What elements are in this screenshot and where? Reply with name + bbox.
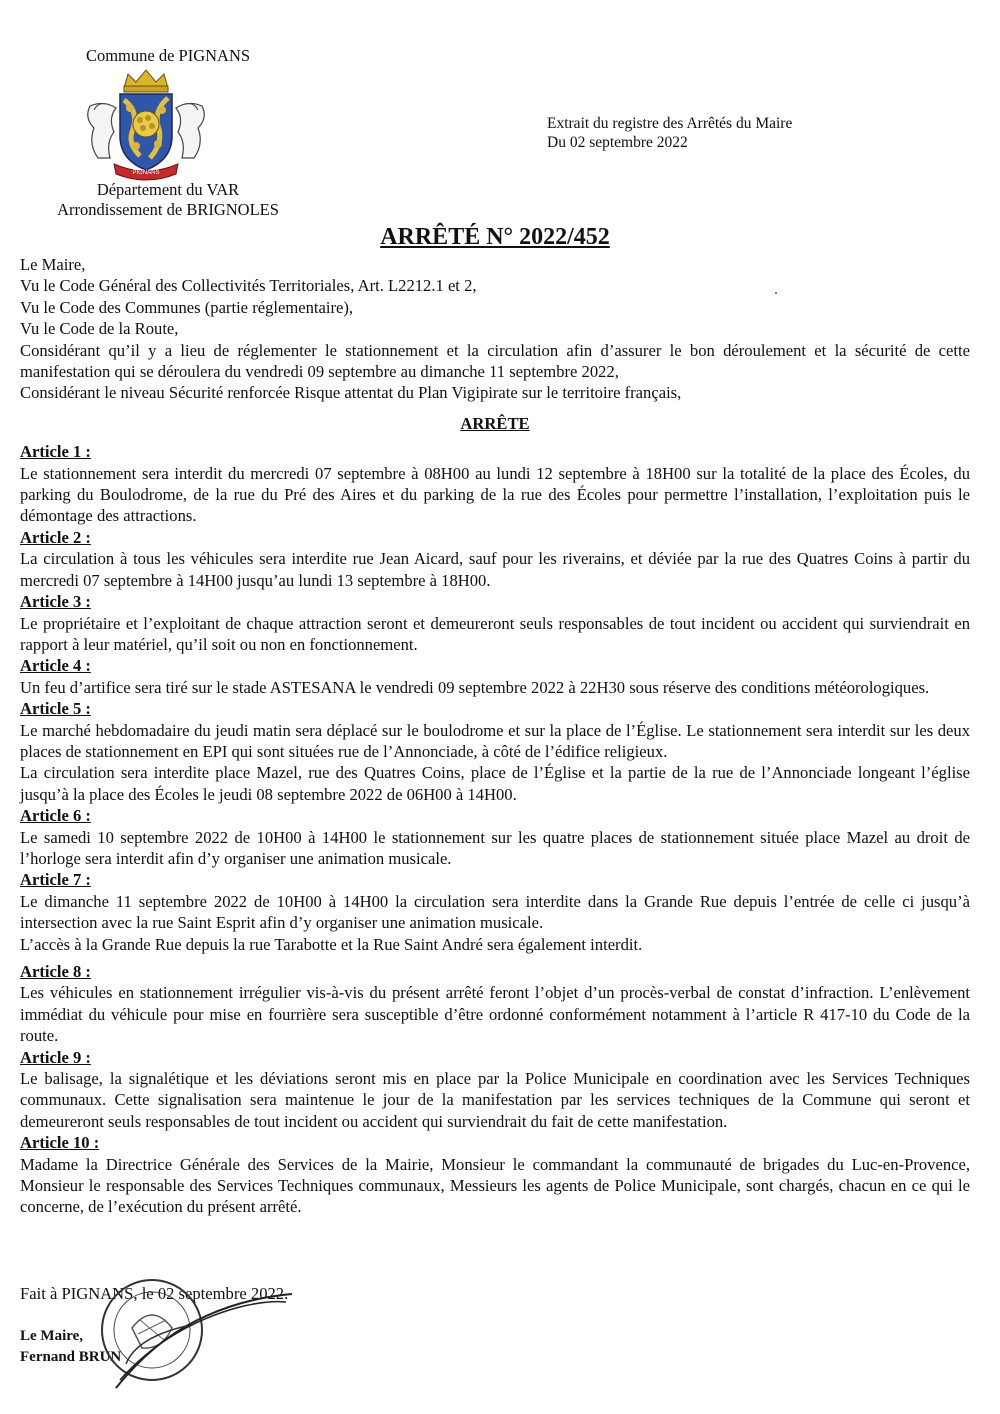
commune-name: Commune de PIGNANS [85, 46, 251, 65]
article-heading: Article 10 : [20, 1133, 100, 1153]
closing-line: Fait à PIGNANS, le 02 septembre 2022. [20, 1284, 289, 1303]
extract-line-2: Du 02 septembre 2022 [547, 134, 688, 151]
article-5 [20, 698, 970, 805]
arrondissement-name: Arrondissement de BRIGNOLES [57, 200, 279, 219]
official-stamp-and-signature [96, 1268, 296, 1414]
article-9 [20, 1047, 970, 1133]
article-heading: Article 2 : [20, 527, 91, 547]
department-name: Département du VAR [96, 180, 240, 199]
article-text: L’accès à la Grande Rue depuis la rue Tarabotte et la Rue Saint André sera également interdit. [20, 934, 643, 954]
article-7 [20, 869, 970, 955]
article-6 [20, 805, 970, 869]
signature-name: Fernand BRUN [20, 1349, 122, 1365]
article-text: Le samedi 10 septembre 2022 de 10H00 à 14H00 le stationnement sur les quatre places de stationnement située place Mazel au droit de l’horloge sera interdit afin d’y organiser une animation musicale. [20, 827, 970, 868]
article-text: Le balisage, la signalétique et les déviations seront mis en place par la Police Municipale en coordination avec les Services Techniques communaux. Cette signalisation sera maintenue le jour de la manifestation par les services techniques de la Commune qui seront et demeureront seuls responsables de tout incident ou accident qui surviendrait du fait de cette manifestation. [20, 1069, 970, 1131]
article-text: Le dimanche 11 septembre 2022 de 10H00 à 14H00 la circulation sera interdite dans la Grande Rue depuis l’entrée de celle ci jusqu’à intersection avec la rue Saint Esprit afin d’y organiser une animation musicale. [20, 891, 970, 933]
article-text: Le marché hebdomadaire du jeudi matin sera déplacé sur le boulodrome et sur la place de l’Église. Le stationnement sera interdit sur les deux places de stationnement en EPI qui sont situées rue de l’Annonciade, à côté de l’édifice religieux. [20, 720, 970, 761]
preamble-line: Vu le Code de la Route, [20, 319, 179, 339]
extract-line-1: Extrait du registre des Arrêtés du Maire [547, 115, 793, 132]
arrete-heading: ARRÊTE [460, 413, 530, 433]
preamble-line: Le Maire, [20, 255, 86, 274]
article-heading: Article 4 : [20, 656, 91, 676]
article-text: Les véhicules en stationnement irrégulier vis-à-vis du présent arrêté feront l’objet d’un procès-verbal de constat d’infraction. L’enlèvement immédiat du véhicule pour mise en fourrière sera susceptible d’être ordonné conformément notamment à l’article R 417-10 du Code de la route. [20, 983, 970, 1046]
preamble [20, 254, 970, 404]
document-title: ARRÊTÉ N° 2022/452 [380, 224, 610, 250]
article-heading: Article 8 : [20, 962, 91, 981]
article-3 [20, 591, 970, 655]
preamble-line: Considérant le niveau Sécurité renforcée Risque attentat du Plan Vigipirate sur le territoire français, [20, 383, 682, 403]
coat-label: PIGNANS [132, 170, 160, 176]
article-text: Madame la Directrice Générale des Services de la Mairie, Monsieur le commandant la communauté de brigades du Luc-en-Provence, Monsieur le responsable des Services Techniques communaux, Messieurs les agents de Police Municipale, sont chargés, chacun en ce qui le concerne, de l’exécution du présent arrêté. [20, 1154, 970, 1217]
preamble-line: Vu le Code des Communes (partie réglementaire), [20, 297, 354, 317]
article-4 [20, 655, 970, 698]
article-text: Un feu d’artifice sera tiré sur le stade ASTESANA le vendredi 09 septembre 2022 à 22H30 sous réserve des conditions météorologiques. [20, 677, 930, 697]
article-text: La circulation sera interdite place Mazel, rue des Quatres Coins, place de l’Église et la partie de la rue de l’Annonciade longeant l’église jusqu’à la place des Écoles le jeudi 08 septembre 2022 de 06H00 à 14H00. [20, 763, 970, 804]
register-extract [547, 114, 792, 152]
article-1 [20, 441, 970, 527]
article-8 [20, 961, 970, 1047]
department-block [0, 180, 336, 220]
article-heading: Article 9 : [20, 1047, 91, 1067]
article-heading: Article 1 : [20, 442, 91, 462]
article-heading: Article 7 : [20, 870, 91, 890]
coat-of-arms-logo [80, 66, 212, 182]
document-body [20, 254, 970, 1218]
article-text: Le stationnement sera interdit du mercredi 07 septembre à 08H00 au lundi 12 septembre à 18H00 sur la totalité de la place des Écoles, du parking du Boulodrome, de la rue du Pré des Aires et du parking de la rue des Écoles pour permettre l’installation, l’exploitation puis le démontage des attractions. [20, 463, 970, 526]
article-heading: Article 3 : [20, 592, 91, 612]
article-text: Le propriétaire et l’exploitant de chaque attraction seront et demeureront seuls responsables de tout incident ou accident qui surviendrait en rapport à leur matériel, qu’il soit ou non en fonctionnement. [20, 613, 970, 654]
signature-role: Le Maire, [20, 1328, 84, 1344]
article-heading: Article 5 : [20, 699, 91, 719]
article-text: La circulation à tous les véhicules sera interdite rue Jean Aicard, sauf pour les riverains, et déviée par la rue des Quatres Coins à partir du mercredi 07 septembre à 14H00 jusqu’au lundi 13 septembre à 18H00. [20, 549, 970, 590]
article-10 [20, 1132, 970, 1218]
preamble-line: Considérant qu’il y a lieu de réglementer le stationnement et la circulation afin d’assurer le bon déroulement et la sécurité de cette manifestation qui se déroulera du vendredi 09 septembre au dimanche 11 septembre 2022, [20, 340, 970, 382]
article-2 [20, 527, 970, 591]
preamble-line: Vu le Code Général des Collectivités Territoriales, Art. L2212.1 et 2, [20, 276, 477, 296]
article-heading: Article 6 : [20, 806, 91, 826]
